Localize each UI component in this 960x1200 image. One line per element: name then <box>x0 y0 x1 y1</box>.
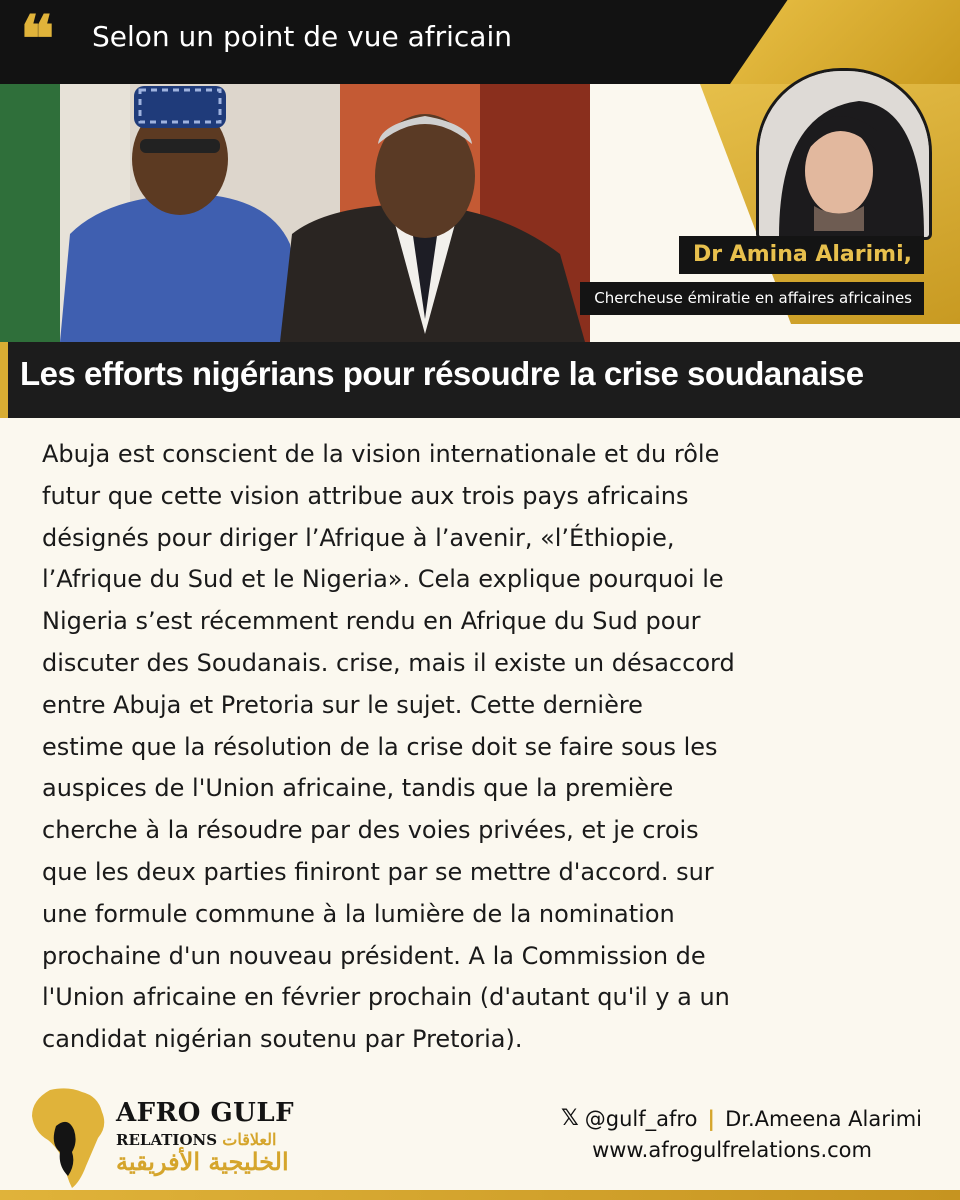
body-line: discuter des Soudanais. crise, mais il existe un désaccord <box>42 648 735 677</box>
body-line: futur que cette vision attribue aux trois pays africains <box>42 481 689 510</box>
body-line: Nigeria s’est récemment rendu en Afrique du Sud pour <box>42 607 701 636</box>
logo-title: AFRO GULF <box>116 1098 295 1128</box>
quote-icon: ❝ <box>20 2 55 77</box>
logo-relations: RELATIONS <box>116 1131 218 1149</box>
article-body <box>42 434 922 1061</box>
body-line: estime que la résolution de la crise doit se faire sous les <box>42 732 718 761</box>
body-line: prochaine d'un nouveau président. A la Commission de <box>42 941 706 970</box>
body-line: désignés pour diriger l’Afrique à l’avenir, «l’Éthiopie, <box>42 523 675 552</box>
body-line: auspices de l'Union africaine, tandis que la première <box>42 774 674 803</box>
news-photo <box>0 84 590 342</box>
body-line: cherche à la résoudre par des voies privées, et je crois <box>42 816 699 845</box>
author-portrait-image <box>759 71 929 237</box>
body-line: l’Afrique du Sud et le Nigeria». Cela explique pourquoi le <box>42 565 724 594</box>
footer-gold-bar <box>0 1190 960 1200</box>
separator: | <box>707 1106 716 1131</box>
header-title: Selon un point de vue africain <box>92 20 512 53</box>
social-line <box>561 1106 922 1131</box>
body-line: une formule commune à la lumière de la nomination <box>42 899 675 928</box>
author-portrait <box>756 68 932 240</box>
x-logo-icon: 𝕏 <box>561 1106 579 1131</box>
body-line: que les deux parties finiront par se mettre d'accord. sur <box>42 857 714 886</box>
footer-author: Dr.Ameena Alarimi <box>725 1106 922 1131</box>
logo-arabic-relations: العلاقات <box>222 1130 277 1149</box>
author-name: Dr Amina Alarimi, <box>679 236 924 274</box>
body-line: Abuja est conscient de la vision internationale et du rôle <box>42 440 720 468</box>
two-leaders-photo <box>0 84 590 342</box>
article-headline: Les efforts nigérians pour résoudre la crise soudanaise <box>20 355 864 392</box>
headline-accent <box>0 342 8 418</box>
body-line: candidat nigérian soutenu par Pretoria). <box>42 1025 523 1054</box>
website-link[interactable]: www.afrogulfrelations.com <box>592 1138 872 1162</box>
africa-silhouette-icon <box>28 1086 110 1194</box>
body-line: entre Abuja et Pretoria sur le sujet. Cette dernière <box>42 690 643 719</box>
logo-arabic-title: الخليجية الأفريقية <box>116 1147 289 1176</box>
afro-gulf-logo <box>116 1098 326 1176</box>
body-line: l'Union africaine en février prochain (d'autant qu'il y a un <box>42 983 730 1012</box>
author-role: Chercheuse émiratie en affaires africaines <box>580 282 924 315</box>
social-handle[interactable]: @gulf_afro <box>584 1106 698 1131</box>
